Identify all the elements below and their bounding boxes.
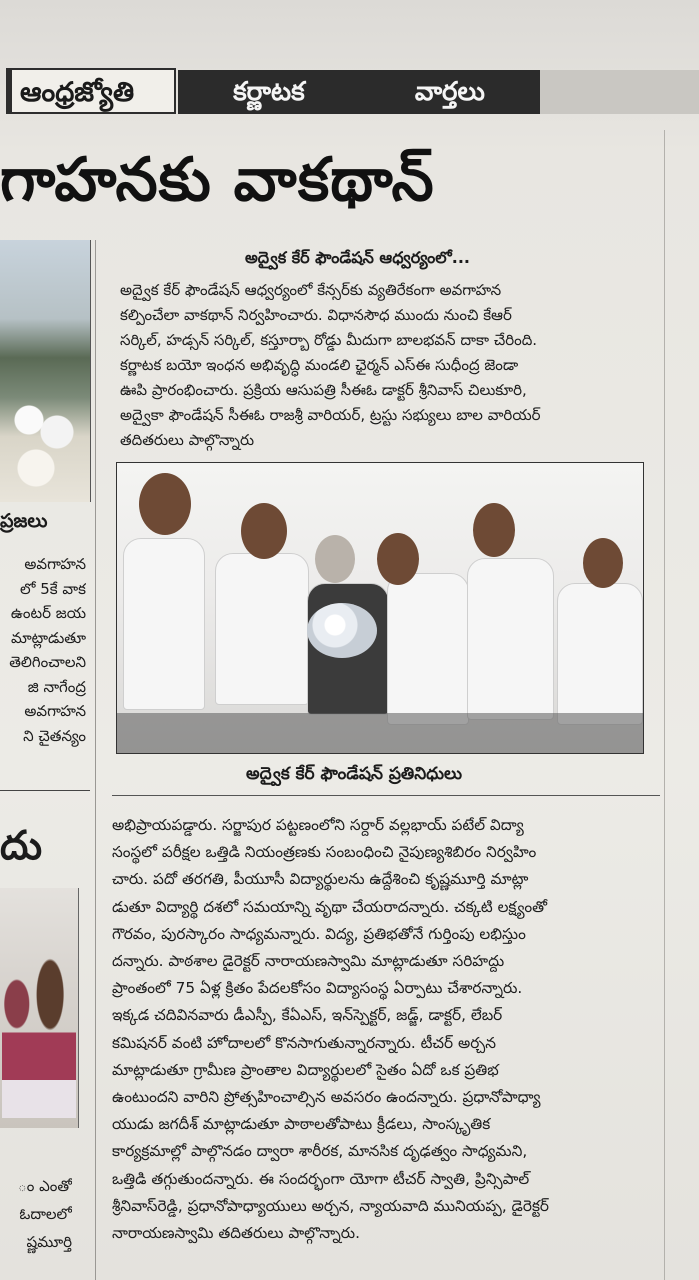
text-line: డుతూ విద్యార్థి దశలో సమయాన్ని వృథా చేయరాదన్నారు. చక్కటి లక్ష్యంతో	[112, 897, 548, 916]
text-line: తదితరులు పాల్గొన్నారు	[120, 431, 255, 449]
left-line: ఓదాలలో	[19, 1205, 72, 1223]
person-1	[123, 538, 205, 710]
text-line: ఒత్తిడి తగ్గుతుందన్నారు. ఈ సందర్భంగా యోగా టీచర్ స్వాతి, ప్రిన్సిపాల్	[112, 1169, 530, 1188]
text-line: అద్వైక కేర్ ఫౌండేషన్ ఆధ్వర్యంలో కేన్సర్‌కు వ్యతిరేకంగా అవగాహన	[120, 281, 502, 299]
section-bar-tail	[540, 70, 699, 114]
text-line: చారు. పదో తరగతి, పీయూసీ విద్యార్థులను ఉద్దేశించి కృష్ణమూర్తి మాట్లా	[112, 870, 529, 889]
text-line: యుడు జగదీశ్ మాట్లాడుతూ పాఠాలతోపాటు క్రీడలు, సాంస్కృతిక	[112, 1115, 491, 1134]
left-divider	[0, 790, 90, 791]
story-photo	[116, 462, 644, 754]
left-line: జి నాగేంద్ర	[27, 677, 86, 696]
person-5	[467, 558, 554, 720]
person-2-head	[241, 503, 287, 559]
left-photo	[0, 240, 91, 502]
person-1-head	[139, 473, 191, 535]
section-bar	[178, 70, 540, 114]
left-line: లో 5కే వాక	[20, 579, 86, 598]
text-line: ఊపి ప్రారంభించారు. ప్రక్రియ ఆసుపత్రి సీఈఓ డాక్టర్ శ్రీనివాస్ చిలుకూరి,	[120, 381, 527, 399]
left-line: అవగాహన	[24, 702, 86, 720]
left-line: అవగాహన	[24, 555, 86, 573]
left-column-text	[0, 552, 86, 748]
story-divider	[112, 795, 660, 796]
text-line: శ్రీనివాస్‌రెడ్డి, ప్రధానోపాధ్యాయులు అర్చన, న్యాయవాది మునియప్ప, డైరెక్టర్	[112, 1196, 550, 1215]
left-line: ఉంటర్ జయ	[10, 604, 86, 622]
story-paragraph-2	[112, 812, 652, 1247]
left-photo-2	[0, 888, 79, 1128]
text-line: నారాయణస్వామి తదితరులు పాల్గొన్నారు.	[112, 1224, 360, 1243]
left-line: తెలిగించాలని	[9, 653, 86, 671]
person-2	[215, 553, 309, 705]
section-label-left: కర్ణాటక	[233, 77, 305, 107]
left-photo-crowd	[8, 372, 78, 492]
left-photo-2-people	[2, 928, 76, 1118]
text-line: దన్నారు. పాఠశాల డైరెక్టర్ నారాయణస్వామి మాట్లాడుతూ సరిహద్దు	[112, 952, 505, 971]
text-line: కర్ణాటక బయో ఇంధన అభివృద్ధి మండలి ఛైర్మన్ ఎస్ఈ సుధీంద్ర జెండా	[120, 356, 519, 374]
person-6	[557, 583, 643, 725]
story-kicker: అద్వైక కేర్ ఫౌండేషన్ ఆధ్వర్యంలో...	[245, 248, 470, 267]
photo-ground	[117, 713, 643, 753]
left-line: ం ఎంతో	[18, 1177, 72, 1195]
photo-caption: అద్వైక కేర్ ఫౌండేషన్ ప్రతినిధులు	[246, 764, 462, 784]
bouquet	[307, 603, 377, 658]
left-headline: దు	[0, 823, 43, 869]
person-4-head	[377, 533, 419, 585]
page-margin-rule	[664, 130, 665, 1280]
left-line: మాట్లాడుతూ	[10, 628, 86, 647]
text-line: అభిప్రాయపడ్డారు. సర్జాపుర పట్టణంలోని సర్దార్ వల్లభాయ్ పటేల్ విద్యా	[112, 816, 524, 834]
person-6-head	[583, 538, 623, 588]
person-3-head	[315, 535, 355, 583]
text-line: గౌరవం, పురస్కారం సాధ్యమన్నారు. విద్య, ప్రతిభతోనే గుర్తింపు లభిస్తుం	[112, 924, 526, 943]
text-line: కార్యక్రమాల్లో పాల్గొనడం ద్వారా శారీరక, మానసిక దృఢత్వం సాధ్యమని,	[112, 1142, 528, 1161]
text-line: మాట్లాడుతూ గ్రామీణ ప్రాంతాల విద్యార్థులలో సైతం ఏదో ఒక ప్రతిభ	[112, 1060, 499, 1079]
left-column-text-2	[0, 1172, 72, 1256]
text-line: ఇక్కడ చదివినవారు డీఎస్పీ, కేఏఎస్, ఇన్‌స్పెక్టర్, జడ్జ్, డాక్టర్, లేబర్	[112, 1006, 503, 1025]
page-headline: గాహనకు వాకథాన్	[0, 145, 435, 215]
text-line: ఉంటుందని వారిని ప్రోత్సహించాల్సిన అవసరం ఉందన్నారు. ప్రధానోపాధ్యా	[112, 1088, 541, 1107]
text-line: సంస్థలో పరీక్షల ఒత్తిడి నియంత్రణకు సంబంధించి నైపుణ్యశిబిరం నిర్వహిం	[112, 843, 537, 862]
left-line: ని చైతన్యం	[23, 726, 86, 745]
person-4	[387, 573, 469, 725]
text-line: అద్వైకా ఫౌండేషన్ సీఈఓ రాజశ్రీ వారియర్, ట్రస్టు సభ్యులు బాల వారియర్	[120, 406, 541, 424]
left-photo-caption: ప్రజలు	[0, 510, 48, 532]
text-line: సర్కిల్, హడ్సన్ సర్కిల్, కస్తూర్బా రోడ్డు మీదుగా బాలభవన్ దాకా చేరింది.	[120, 331, 538, 349]
text-line: కల్పించేలా వాకథాన్ నిర్వహించారు. విధానసౌధ ముందు నుంచి కేఆర్	[120, 306, 512, 324]
person-5-head	[473, 503, 515, 557]
text-line: ప్రాంతంలో 75 ఏళ్ల క్రితం పేదలకోసం విద్యాసంస్థ ఏర్పాటు చేశారన్నారు.	[112, 979, 523, 998]
story-paragraph-1	[120, 278, 655, 453]
text-line: కమిషనర్ వంటి హోదాలలో కొనసాగుతున్నారన్నారు. టీచర్ అర్చన	[112, 1033, 496, 1052]
column-divider	[95, 240, 96, 1280]
section-label-right: వార్తలు	[414, 77, 485, 107]
left-line: ష్ణమూర్తి	[26, 1233, 72, 1251]
newspaper-brand: ఆంధ్రజ్యోతి	[6, 68, 176, 114]
